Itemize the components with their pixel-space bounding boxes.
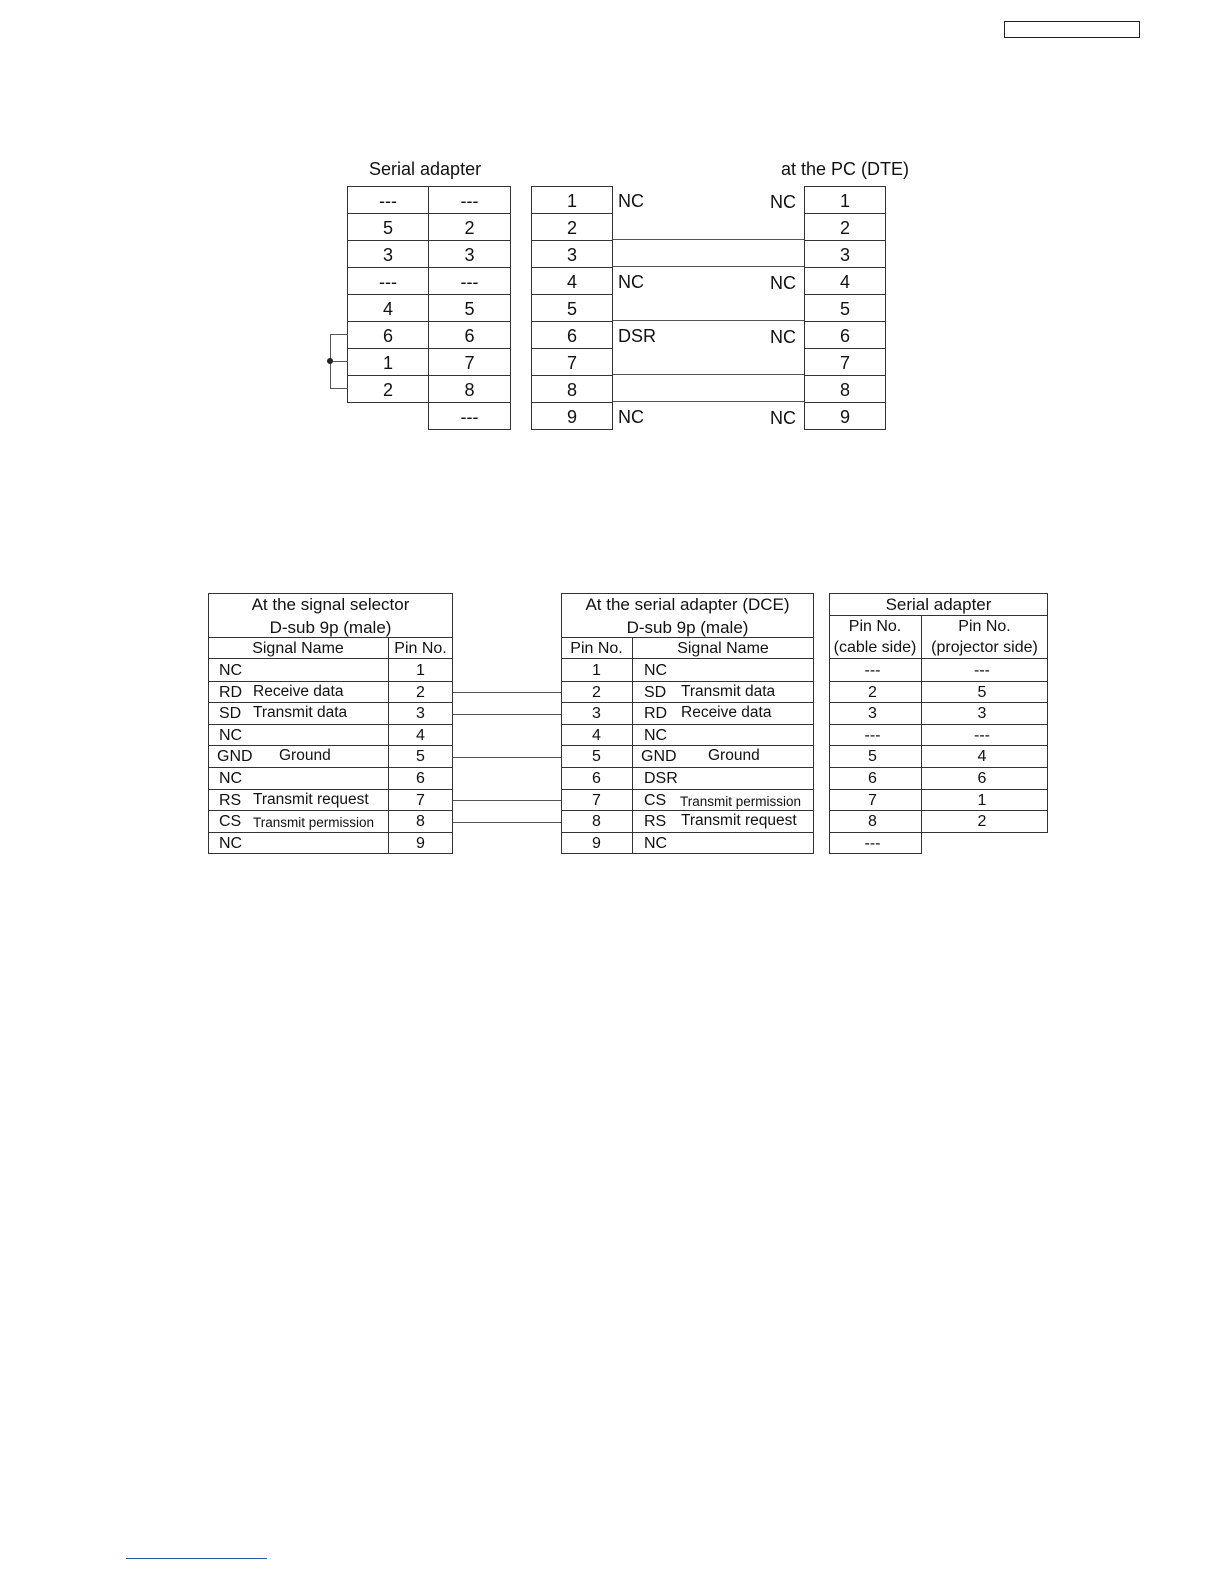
cable-right-pin-value: 8 xyxy=(839,380,850,400)
adapter-cell xyxy=(347,375,429,403)
selector-row-rule xyxy=(208,702,453,703)
adapter-col2-line1: Pin No. xyxy=(958,618,1011,635)
adapter-last-cell xyxy=(829,832,922,854)
adapter-projector-pin: --- xyxy=(974,726,990,744)
dce-pin: 1 xyxy=(592,662,601,679)
cable-right-pin xyxy=(804,402,886,430)
selector-abbr: NC xyxy=(219,726,243,744)
cable-right-label: NC xyxy=(770,273,796,293)
adapter-cell xyxy=(347,321,429,349)
adapter-cell-value: --- xyxy=(460,191,479,211)
bracket-top xyxy=(330,334,348,335)
selector-desc: Transmit permission xyxy=(253,815,375,831)
cable-left-pin xyxy=(531,186,613,214)
cable-wire xyxy=(613,320,804,321)
dce-col-signal: Signal Name xyxy=(677,640,769,657)
cable-left-pin xyxy=(531,321,613,349)
dce-abbr: RD xyxy=(644,705,668,723)
cable-left-pin-value: 6 xyxy=(566,326,577,346)
adapter-cell-value: --- xyxy=(379,272,397,292)
adapter-cell-value: 8 xyxy=(464,380,475,400)
cable-right-pin xyxy=(804,213,886,241)
selector-title-1: At the signal selector xyxy=(251,595,410,614)
adapter-cell xyxy=(428,240,511,268)
dce-desc: Transmit permission xyxy=(680,793,802,809)
selector-abbr: NC xyxy=(219,834,243,852)
adapter-cell xyxy=(428,186,511,214)
bracket-junction-dot xyxy=(327,358,333,364)
adapter-cell-value: --- xyxy=(460,407,479,427)
adapter-cell-value: 3 xyxy=(382,245,393,265)
adapter-row-rule xyxy=(829,810,1048,811)
cable-right-pin xyxy=(804,321,886,349)
dce-pin: 9 xyxy=(592,834,601,852)
cable-right-pin-value: 1 xyxy=(839,191,850,211)
dce-col-pin: Pin No. xyxy=(570,640,623,657)
cable-left-pin xyxy=(531,267,613,295)
adapter-cell xyxy=(428,213,511,241)
dce-abbr: DSR xyxy=(644,770,678,787)
adapter-projector-pin: 4 xyxy=(977,748,987,766)
adapter-row-rule xyxy=(829,702,1048,703)
selector-pin: 3 xyxy=(416,705,425,723)
cable-wire xyxy=(613,239,804,240)
cable-right-label: NC xyxy=(770,327,796,347)
dce-abbr: CS xyxy=(644,791,667,809)
selector-pin: 6 xyxy=(416,770,425,787)
cable-left-label: NC xyxy=(618,407,644,427)
cable-right-pin-value: 4 xyxy=(839,272,850,292)
adapter-cell-value: 5 xyxy=(464,299,475,319)
selector-abbr: SD xyxy=(219,705,242,723)
cable-left-pin xyxy=(531,348,613,376)
cable-left-pin-value: 8 xyxy=(566,380,577,400)
adapter-header-rule xyxy=(829,615,1048,616)
adapter-cell-value: 2 xyxy=(464,218,475,238)
adapter-cell xyxy=(428,267,511,295)
dce-row-rule xyxy=(561,767,814,768)
cable-right-pin xyxy=(804,375,886,403)
dce-desc: Receive data xyxy=(681,704,772,722)
dce-abbr: RS xyxy=(644,813,667,831)
diagram1-title-right: at the PC (DTE) xyxy=(781,159,910,179)
cable-right-pin-value: 9 xyxy=(839,407,850,427)
wire-link xyxy=(453,800,561,801)
dce-abbr: GND xyxy=(641,748,677,766)
selector-abbr: NC xyxy=(219,770,243,787)
selector-col-pin: Pin No. xyxy=(394,640,447,657)
cable-right-pin xyxy=(804,294,886,322)
cable-left-pin xyxy=(531,294,613,322)
cable-right-pin xyxy=(804,267,886,295)
cable-left-pin xyxy=(531,213,613,241)
adapter-cell-value: 6 xyxy=(464,326,475,346)
cable-left-pin-value: 5 xyxy=(566,299,577,319)
dce-pin: 6 xyxy=(592,770,601,787)
cable-left-pin xyxy=(531,402,613,430)
dce-desc: Transmit request xyxy=(681,812,797,830)
cable-right-label: NC xyxy=(770,408,796,428)
selector-desc: Receive data xyxy=(253,682,344,700)
dce-title-1: At the serial adapter (DCE) xyxy=(585,595,790,614)
cable-left-pin-value: 9 xyxy=(566,407,577,427)
adapter-row-rule xyxy=(829,745,1048,746)
adapter-cell xyxy=(428,348,511,376)
adapter-cell-value: 6 xyxy=(382,326,393,346)
selector-abbr: GND xyxy=(217,748,253,766)
bracket-bottom xyxy=(330,388,348,389)
selector-row-rule xyxy=(208,681,453,682)
adapter-projector-pin: 6 xyxy=(977,770,987,787)
dce-header-rule xyxy=(561,637,814,638)
adapter-cable-pin: --- xyxy=(864,662,881,679)
adapter-cell xyxy=(347,240,429,268)
adapter-projector-pin: 5 xyxy=(977,683,987,701)
selector-abbr: RD xyxy=(219,683,243,701)
adapter-cable-pin: 7 xyxy=(868,791,877,809)
selector-pin: 8 xyxy=(416,813,425,831)
selector-row-rule xyxy=(208,724,453,725)
dce-pin: 4 xyxy=(592,726,601,744)
selector-title-2: D-sub 9p (male) xyxy=(269,618,392,637)
adapter-title: Serial adapter xyxy=(885,595,992,614)
adapter-projector-pin: 3 xyxy=(977,705,987,723)
adapter-cell-value: --- xyxy=(379,191,397,211)
wire-link xyxy=(453,822,561,823)
adapter-row-rule xyxy=(829,789,1048,790)
dce-desc: Transmit data xyxy=(681,682,776,700)
dce-pin: 7 xyxy=(592,791,601,809)
diagram1-title-left: Serial adapter xyxy=(369,159,482,179)
selector-abbr: RS xyxy=(219,791,242,809)
cable-wire xyxy=(613,401,804,402)
dce-row-rule xyxy=(561,745,814,746)
dce-abbr: SD xyxy=(644,683,667,701)
selector-abbr: CS xyxy=(219,813,242,831)
adapter-cell-value: 1 xyxy=(382,353,393,373)
adapter-cell xyxy=(347,267,429,295)
dce-row-rule xyxy=(561,681,814,682)
selector-row-rule xyxy=(208,832,453,833)
adapter-cell-value: 3 xyxy=(464,245,475,265)
cable-right-pin-value: 2 xyxy=(839,218,850,238)
adapter-cell xyxy=(428,321,511,349)
dce-row-rule xyxy=(561,702,814,703)
cable-right-pin-value: 6 xyxy=(839,326,850,346)
dce-abbr: NC xyxy=(644,662,668,679)
cable-left-label: NC xyxy=(618,191,644,211)
dce-pin: 2 xyxy=(592,683,601,701)
adapter-cell xyxy=(428,402,511,430)
adapter-col1-line1: Pin No. xyxy=(848,618,902,635)
cable-left-pin-value: 4 xyxy=(566,272,577,292)
selector-pin: 7 xyxy=(416,791,425,809)
adapter-cell xyxy=(347,294,429,322)
adapter-cable-pin: 8 xyxy=(868,813,877,831)
dce-subheader-rule xyxy=(561,658,814,659)
adapter-cell-value: 5 xyxy=(382,218,393,238)
selector-desc: Transmit data xyxy=(253,704,348,722)
selector-row-rule xyxy=(208,767,453,768)
adapter-cell xyxy=(428,375,511,403)
cable-right-pin-value: 3 xyxy=(839,245,850,265)
selector-subheader-rule xyxy=(208,658,453,659)
selector-pin: 5 xyxy=(416,748,425,766)
dce-abbr: NC xyxy=(644,726,668,744)
cable-right-pin xyxy=(804,186,886,214)
cable-right-pin-value: 5 xyxy=(839,299,850,319)
cable-left-pin-value: 2 xyxy=(566,218,577,238)
cable-left-label: DSR xyxy=(618,326,657,346)
cable-right-pin xyxy=(804,240,886,268)
cable-right-label: NC xyxy=(770,192,796,212)
adapter-cell xyxy=(428,294,511,322)
cable-right-pin-value: 7 xyxy=(839,353,850,373)
adapter-cable-pin: 6 xyxy=(868,770,877,787)
adapter-cable-pin: 5 xyxy=(868,748,877,766)
cable-left-pin xyxy=(531,375,613,403)
selector-pin: 4 xyxy=(416,726,425,744)
cable-left-pin-value: 7 xyxy=(566,353,577,373)
adapter-cell-value: 4 xyxy=(382,299,393,319)
cable-wire xyxy=(613,266,804,267)
adapter-projector-pin: 1 xyxy=(977,791,987,809)
cable-left-pin-value: 3 xyxy=(566,245,577,265)
dce-abbr: NC xyxy=(644,834,668,852)
adapter-col1-line2: (cable side) xyxy=(833,639,917,656)
selector-pin: 1 xyxy=(416,662,425,679)
selector-col-signal: Signal Name xyxy=(252,640,344,657)
dce-pin: 3 xyxy=(592,705,601,723)
selector-desc: Transmit request xyxy=(253,790,369,808)
adapter-cell xyxy=(347,348,429,376)
header-box xyxy=(1004,21,1140,38)
adapter-projector-pin: --- xyxy=(974,662,990,679)
adapter-subheader-rule xyxy=(829,658,1048,659)
adapter-row-rule xyxy=(829,767,1048,768)
adapter-cell-value: 2 xyxy=(382,380,393,400)
dce-desc: Ground xyxy=(708,747,760,765)
selector-header-rule xyxy=(208,637,453,638)
footer-rule xyxy=(126,1558,267,1559)
adapter-col2-line2: (projector side) xyxy=(931,639,1038,656)
selector-pin: 2 xyxy=(416,683,425,701)
wire-link xyxy=(453,692,561,693)
dce-title-2: D-sub 9p (male) xyxy=(626,618,749,637)
wire-link xyxy=(453,757,561,758)
dce-row-rule xyxy=(561,832,814,833)
cable-left-label: NC xyxy=(618,272,644,292)
selector-desc: Ground xyxy=(279,747,331,765)
adapter-projector-pin: 2 xyxy=(977,813,987,831)
selector-abbr: NC xyxy=(219,662,243,679)
cable-wire xyxy=(613,374,804,375)
cable-right-pin xyxy=(804,348,886,376)
adapter-cell xyxy=(347,186,429,214)
adapter-cell-value: --- xyxy=(460,272,479,292)
dce-pin: 8 xyxy=(592,813,601,831)
adapter-cable-pin: 3 xyxy=(868,705,877,723)
dce-row-rule xyxy=(561,789,814,790)
adapter-cable-pin: --- xyxy=(864,726,881,744)
dce-row-rule xyxy=(561,724,814,725)
adapter-cell xyxy=(347,213,429,241)
cable-left-pin-value: 1 xyxy=(566,191,577,211)
selector-row-rule xyxy=(208,745,453,746)
dce-pin: 5 xyxy=(592,748,601,766)
selector-pin: 9 xyxy=(416,834,425,852)
adapter-cell-value: 7 xyxy=(464,353,475,373)
selector-row-rule xyxy=(208,810,453,811)
adapter-row-rule xyxy=(829,724,1048,725)
adapter-row-rule xyxy=(829,681,1048,682)
selector-row-rule xyxy=(208,789,453,790)
adapter-cable-pin: --- xyxy=(864,834,881,852)
cable-left-pin xyxy=(531,240,613,268)
dce-row-rule xyxy=(561,810,814,811)
adapter-cable-pin: 2 xyxy=(868,683,877,701)
wire-link xyxy=(453,714,561,715)
